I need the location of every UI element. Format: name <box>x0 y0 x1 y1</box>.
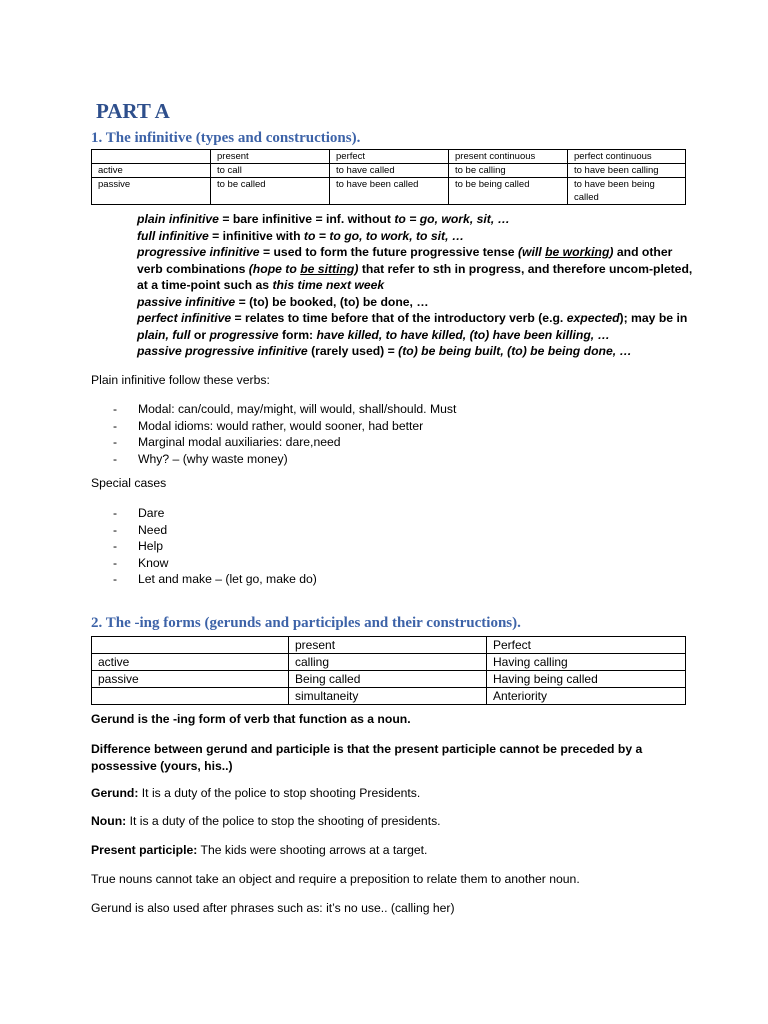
example-label: Gerund: <box>91 786 139 800</box>
def-example: have killed, to have killed, (to) have been killing, … <box>316 327 610 342</box>
gerund-phrases-note: Gerund is also used after phrases such as: it’s no use.. (calling her) <box>91 901 455 915</box>
table-cell: to be called <box>211 178 330 205</box>
table-cell: to be calling <box>449 164 568 178</box>
table-cell: to have been calling <box>568 164 686 178</box>
def-plain <box>137 211 697 228</box>
special-cases-list <box>113 505 317 588</box>
list-item: - Help <box>113 538 317 555</box>
table-cell <box>92 150 211 164</box>
table-cell: to be being called <box>449 178 568 205</box>
def-example: to = to go, to work, to sit, … <box>303 228 465 243</box>
table-cell: calling <box>289 654 487 671</box>
plain-follow-heading: Plain infinitive follow these verbs: <box>91 373 270 387</box>
example-label: Present participle: <box>91 843 198 857</box>
def-text: that refer to sth in progress, and therefore uncom-pleted, at a time-point such as <box>137 261 693 292</box>
list-item: - Need <box>113 522 317 539</box>
term: perfect infinitive <box>137 311 232 325</box>
def-example: (to) be being built, (to) be being done, … <box>398 344 632 358</box>
table-cell <box>92 637 289 654</box>
infinitive-definitions <box>137 211 697 360</box>
table-row <box>92 671 686 688</box>
true-nouns-note: True nouns cannot take an object and require a preposition to relate them to another noun. <box>91 872 580 886</box>
table-cell: to have called <box>330 164 449 178</box>
table-cell: Anteriority <box>487 688 686 705</box>
def-text: form: <box>278 327 317 342</box>
table-cell: passive <box>92 671 289 688</box>
list-item: - Marginal modal auxiliaries: dare,need <box>113 434 456 451</box>
list-item: - Dare <box>113 505 317 522</box>
list-item: - Know <box>113 555 317 572</box>
def-text: = infinitive with <box>208 228 304 243</box>
table-cell: present <box>289 637 487 654</box>
term: progressive infinitive <box>137 245 260 259</box>
def-example: (will <box>517 245 546 259</box>
example-text: The kids were shooting arrows at a target. <box>197 843 428 857</box>
table-cell: perfect continuous <box>568 150 686 164</box>
def-example: plain, full <box>137 327 191 342</box>
table-cell: active <box>92 654 289 671</box>
table-cell: simultaneity <box>289 688 487 705</box>
ing-forms-table <box>91 636 686 705</box>
def-passive <box>137 294 697 311</box>
table-cell: Having calling <box>487 654 686 671</box>
term: passive progressive infinitive <box>137 344 308 358</box>
table-row <box>92 178 686 205</box>
def-perfect <box>137 310 697 343</box>
def-text: = (to) be booked, (to) be done, … <box>235 294 429 309</box>
plain-follow-list <box>113 401 456 467</box>
def-text: or <box>190 327 210 342</box>
participle-example <box>91 843 427 857</box>
table-cell: perfect <box>330 150 449 164</box>
list-item: - Modal: can/could, may/might, will would, shall/should. Must <box>113 401 456 418</box>
def-example: this time next week <box>272 278 385 292</box>
section2-heading: 2. The -ing forms (gerunds and participles and their constructions). <box>91 615 521 631</box>
table-cell: Having being called <box>487 671 686 688</box>
infinitive-table <box>91 149 686 205</box>
special-cases-heading: Special cases <box>91 476 167 490</box>
table-cell: passive <box>92 178 211 205</box>
noun-example <box>91 814 441 828</box>
def-progressive <box>137 244 697 294</box>
section1-heading: 1. The infinitive (types and constructions). <box>91 130 361 146</box>
def-example: ) <box>354 261 359 276</box>
term: full infinitive <box>137 228 209 243</box>
list-item: - Let and make – (let go, make do) <box>113 571 317 588</box>
part-title: PART A <box>96 99 170 123</box>
example-text: It is a duty of the police to stop shooting Presidents. <box>138 786 421 800</box>
def-text: and other verb combinations <box>137 245 673 276</box>
table-row <box>92 637 686 654</box>
table-cell: to call <box>211 164 330 178</box>
def-example: ) <box>609 245 614 259</box>
def-text: ); may be in <box>619 311 688 325</box>
table-cell: to have been being called <box>568 178 686 205</box>
table-row <box>92 164 686 178</box>
def-full <box>137 228 697 245</box>
def-example: progressive <box>209 327 279 342</box>
table-cell: to have been called <box>330 178 449 205</box>
def-example-underlined: be working <box>545 245 610 259</box>
def-text: = relates to time before that of the introductory verb (e.g. <box>231 311 567 325</box>
example-label: Noun: <box>91 814 127 828</box>
def-passive-progressive <box>137 343 697 360</box>
table-cell: Perfect <box>487 637 686 654</box>
table-cell: Being called <box>289 671 487 688</box>
gerund-example <box>91 786 420 800</box>
def-text: (rarely used) = <box>307 344 399 358</box>
gerund-participle-difference: Difference between gerund and participle is that the present participle cannot be preceded by a possessive (yours, his..) <box>91 742 643 773</box>
def-text: = bare infinitive = inf. without <box>218 212 395 226</box>
term: plain infinitive <box>137 212 219 226</box>
table-cell: present <box>211 150 330 164</box>
def-example-underlined: be sitting <box>300 261 355 276</box>
list-item: - Why? – (why waste money) <box>113 451 456 468</box>
def-text: = used to form the future progressive tense <box>259 245 518 259</box>
example-text: It is a duty of the police to stop the shooting of presidents. <box>126 814 441 828</box>
table-cell: active <box>92 164 211 178</box>
def-example: (hope to <box>248 261 301 276</box>
table-cell <box>92 688 289 705</box>
term: passive infinitive <box>137 294 236 309</box>
list-item: - Modal idioms: would rather, would sooner, had better <box>113 418 456 435</box>
def-example: expected <box>566 311 620 325</box>
table-row <box>92 150 686 164</box>
table-cell: present continuous <box>449 150 568 164</box>
table-row <box>92 688 686 705</box>
gerund-definition: Gerund is the -ing form of verb that function as a noun. <box>91 712 411 726</box>
table-row <box>92 654 686 671</box>
def-example: to = go, work, sit, … <box>394 212 510 226</box>
